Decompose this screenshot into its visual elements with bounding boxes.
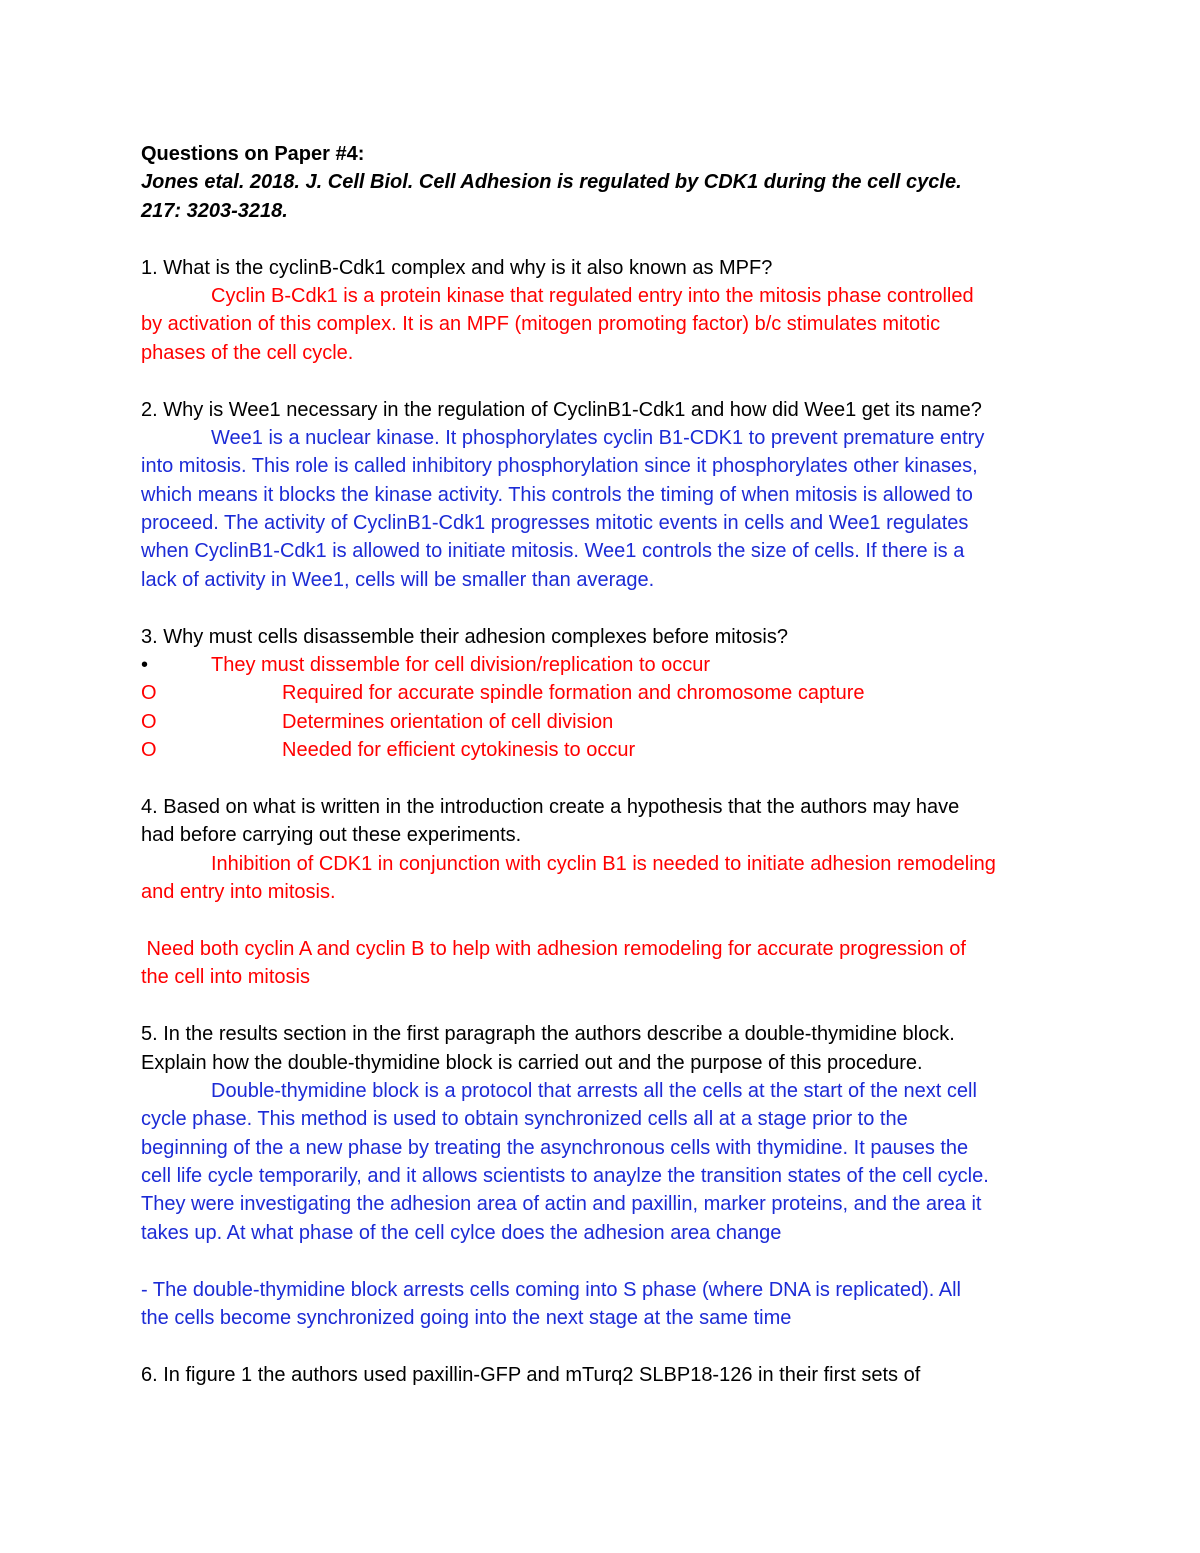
- answer-5-line: cell life cycle temporarily, and it allows scientists to anaylze the transition states of the cell cycle.: [141, 1165, 989, 1188]
- answer-2-line: proceed. The activity of CyclinB1-Cdk1 progresses mitotic events in cells and Wee1 regulates: [141, 512, 969, 535]
- answer-5-line: takes up. At what phase of the cell cylce does the adhesion area change: [141, 1221, 782, 1244]
- question-3: 3. Why must cells disassemble their adhesion complexes before mitosis?: [141, 625, 788, 648]
- question-5-line: 5. In the results section in the first paragraph the authors describe a double-thymidine block.: [141, 1023, 955, 1046]
- question-4-line: had before carrying out these experiments.: [141, 824, 522, 847]
- answer-1-line: phases of the cell cycle.: [141, 341, 354, 364]
- answer-5-line: They were investigating the adhesion area of actin and paxillin, marker proteins, and the area it: [141, 1193, 982, 1216]
- citation-line: 217: 3203-3218.: [141, 199, 288, 222]
- answer-2-line: into mitosis. This role is called inhibitory phosphorylation since it phosphorylates other kinases,: [141, 455, 978, 478]
- sub-bullet-item: [141, 736, 1071, 764]
- citation-line: Jones etal. 2018. J. Cell Biol. Cell Adhesion is regulated by CDK1 during the cell cycle.: [141, 171, 962, 194]
- answer-2-line: lack of activity in Wee1, cells will be smaller than average.: [141, 568, 655, 591]
- answer-4b-line: the cell into mitosis: [141, 966, 310, 989]
- sub-bullet-item: [141, 708, 1071, 736]
- sub-bullet-marker: O: [141, 739, 157, 762]
- answer-2-line: when CyclinB1-Cdk1 is allowed to initiate mitosis. Wee1 controls the size of cells. If there is a: [141, 540, 965, 563]
- answer-4-line: and entry into mitosis.: [141, 881, 336, 904]
- sub-bullet-marker: O: [141, 682, 157, 705]
- question-5-line: Explain how the double-thymidine block is carried out and the purpose of this procedure.: [141, 1051, 923, 1074]
- sub-bullet-marker: O: [141, 710, 157, 733]
- bullet-marker: •: [141, 654, 149, 677]
- answer-1-line: Cyclin B-Cdk1 is a protein kinase that regulated entry into the mitosis phase controlled: [211, 284, 974, 307]
- answer-5-line: cycle phase. This method is used to obtain synchronized cells all at a stage prior to the: [141, 1108, 908, 1131]
- answer-2-line: which means it blocks the kinase activity. This controls the timing of when mitosis is allowed to: [141, 483, 973, 506]
- question-1: 1. What is the cyclinB-Cdk1 complex and why is it also known as MPF?: [141, 256, 773, 279]
- answer-5-line: beginning of the a new phase by treating the asynchronous cells with thymidine. It pauses the: [141, 1136, 969, 1159]
- answer-5b-line: the cells become synchronized going into the next stage at the same time: [141, 1307, 792, 1330]
- answer-5-line: Double-thymidine block is a protocol that arrests all the cells at the start of the next cell: [211, 1079, 977, 1102]
- question-6: 6. In figure 1 the authors used paxillin-GFP and mTurq2 SLBP18-126 in their first sets of: [141, 1363, 921, 1386]
- document-title: Questions on Paper #4:: [141, 143, 365, 165]
- sub-bullet-text: Needed for efficient cytokinesis to occur: [282, 739, 636, 762]
- sub-bullet-item: [141, 679, 1071, 707]
- question-4-line: 4. Based on what is written in the introduction create a hypothesis that the authors may have: [141, 795, 960, 818]
- answer-2-line: Wee1 is a nuclear kinase. It phosphorylates cyclin B1-CDK1 to prevent premature entry: [211, 426, 985, 449]
- sub-bullet-text: Determines orientation of cell division: [282, 710, 614, 733]
- question-2: 2. Why is Wee1 necessary in the regulation of CyclinB1-Cdk1 and how did Wee1 get its name?: [141, 398, 982, 421]
- answer-5b-line: - The double-thymidine block arrests cells coming into S phase (where DNA is replicated). All: [141, 1278, 961, 1301]
- bullet-text: They must dissemble for cell division/replication to occur: [211, 654, 711, 677]
- sub-bullet-text: Required for accurate spindle formation and chromosome capture: [282, 682, 865, 705]
- answer-4b-line: Need both cyclin A and cyclin B to help with adhesion remodeling for accurate progression of: [141, 937, 966, 960]
- answer-1-line: by activation of this complex. It is an MPF (mitogen promoting factor) b/c stimulates mitotic: [141, 313, 941, 336]
- bullet-item: [141, 651, 1071, 679]
- document-page: [141, 140, 1071, 1389]
- answer-4-line: Inhibition of CDK1 in conjunction with cyclin B1 is needed to initiate adhesion remodeling: [211, 852, 996, 875]
